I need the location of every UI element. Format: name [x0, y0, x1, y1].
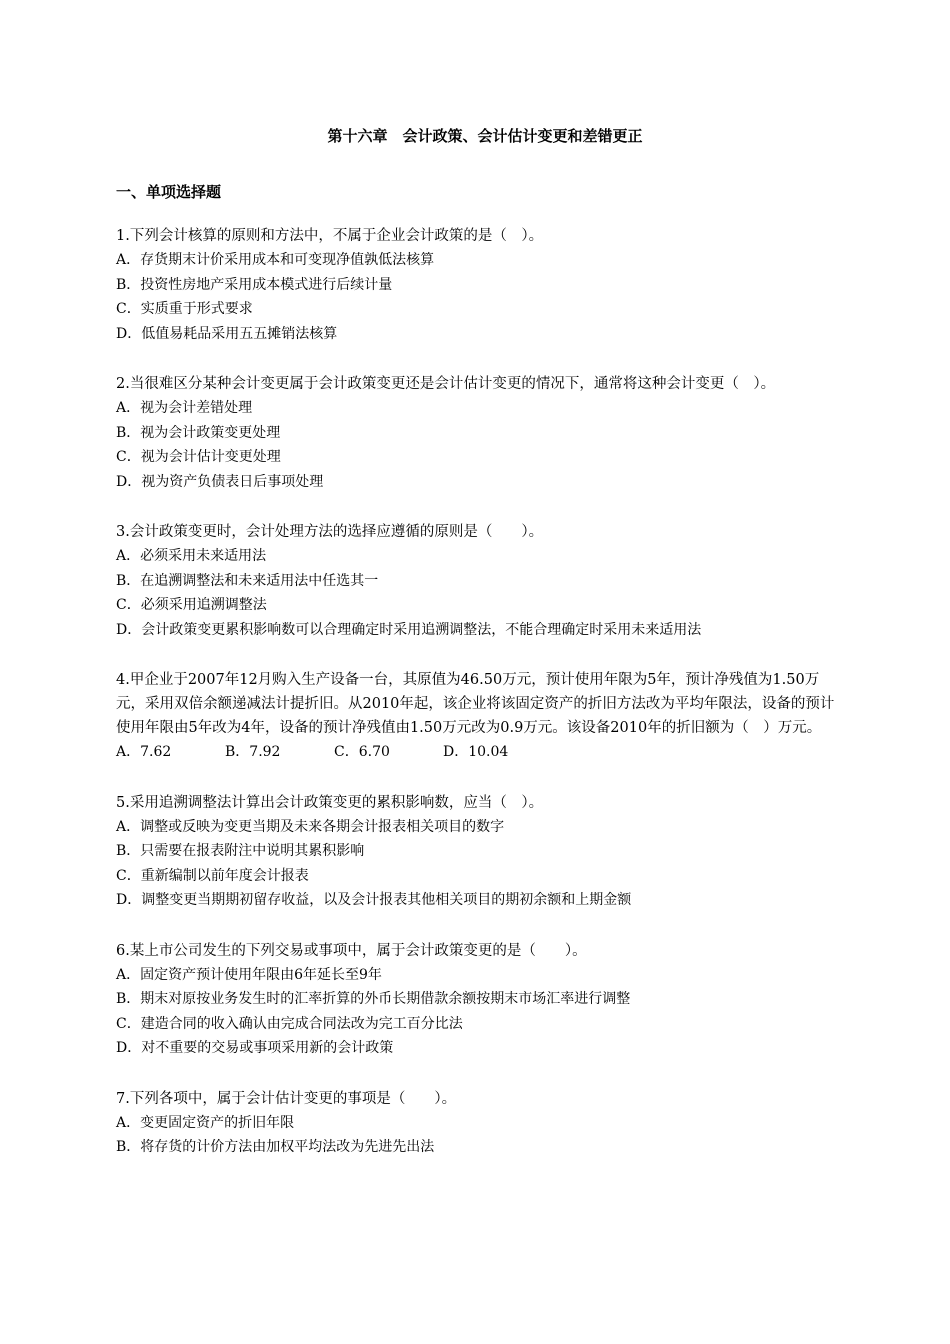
question-7 [116, 1087, 836, 1160]
option-b: B．7.92 [225, 744, 281, 760]
option-c: C．视为会计估计变更处理 [116, 449, 281, 465]
question-6 [116, 939, 836, 1061]
option-d: D．10.04 [443, 744, 509, 760]
option-a: A．固定资产预计使用年限由6年延长至9年 [116, 966, 382, 983]
option-d: D．低值易耗品采用五五摊销法核算 [116, 325, 338, 342]
option-c: C．实质重于形式要求 [116, 301, 253, 317]
question-stem: 6.某上市公司发生的下列交易或事项中，属于会计政策变更的是（ ）。 [116, 942, 587, 959]
option-a: A．必须采用未来适用法 [116, 548, 267, 564]
option-b: B．只需要在报表附注中说明其累积影响 [116, 843, 365, 859]
option-a: A．变更固定资产的折旧年限 [116, 1114, 295, 1131]
option-c: C．建造合同的收入确认由完成合同法改为完工百分比法 [116, 1015, 463, 1032]
section-heading: 一、单项选择题 [116, 183, 222, 201]
question-3 [116, 520, 836, 642]
chapter-title: 第十六章 会计政策、会计估计变更和差错更正 [327, 127, 643, 145]
option-c: C．6.70 [334, 744, 390, 760]
option-a: A．调整或反映为变更当期及未来各期会计报表相关项目的数字 [116, 818, 505, 835]
option-d: D．视为资产负债表日后事项处理 [116, 473, 324, 490]
option-d: D．对不重要的交易或事项采用新的会计政策 [116, 1040, 394, 1056]
document-page [116, 124, 836, 1186]
question-5 [116, 791, 836, 913]
option-a: A．存货期末计价采用成本和可变现净值孰低法核算 [116, 252, 435, 268]
option-b: B．期末对原按业务发生时的汇率折算的外币长期借款余额按期末市场汇率进行调整 [116, 991, 631, 1007]
question-stem: 5.采用追溯调整法计算出会计政策变更的累积影响数，应当（ ）。 [116, 794, 544, 811]
question-stem: 1.下列会计核算的原则和方法中，不属于企业会计政策的是（ ）。 [116, 228, 544, 244]
question-stem: 3.会计政策变更时，会计处理方法的选择应遵循的原则是（ ）。 [116, 524, 544, 540]
option-a: A．7.62 [116, 744, 172, 760]
option-a: A．视为会计差错处理 [116, 400, 253, 416]
option-b: B．在追溯调整法和未来适用法中任选其一 [116, 572, 379, 589]
option-b: B．将存货的计价方法由加权平均法改为先进先出法 [116, 1139, 435, 1155]
question-1 [116, 224, 836, 346]
option-c: C．重新编制以前年度会计报表 [116, 867, 309, 884]
question-stem: 7.下列各项中，属于会计估计变更的事项是（ ）。 [116, 1090, 457, 1107]
option-c: C．必须采用追溯调整法 [116, 597, 267, 613]
question-2 [116, 372, 836, 494]
question-stem: 4.甲企业于2007年12月购入生产设备一台，其原值为46.50万元，预计使用年限为5年，预计净残值为1.50万元，采用双倍余额递减法计提折旧。从2010年起，该企业将该固定资产的折旧方法改为平均年限法，设备的预计使用年限由5年改为4年，设备的预计净残值由1.50万元改为0.9万元。该设备2010年的折旧额为（ ）万元。 [116, 672, 835, 736]
option-d: D．调整变更当期期初留存收益，以及会计报表其他相关项目的期初余额和上期金额 [116, 892, 632, 908]
option-b: B．视为会计政策变更处理 [116, 424, 281, 441]
inline-options [116, 740, 836, 765]
option-d: D．会计政策变更累积影响数可以合理确定时采用追溯调整法，不能合理确定时采用未来适用法 [116, 621, 702, 638]
question-stem: 2.当很难区分某种会计变更属于会计政策变更还是会计估计变更的情况下，通常将这种会计变更（ ）。 [116, 376, 776, 392]
question-4 [116, 668, 836, 765]
option-b: B．投资性房地产采用成本模式进行后续计量 [116, 276, 393, 293]
